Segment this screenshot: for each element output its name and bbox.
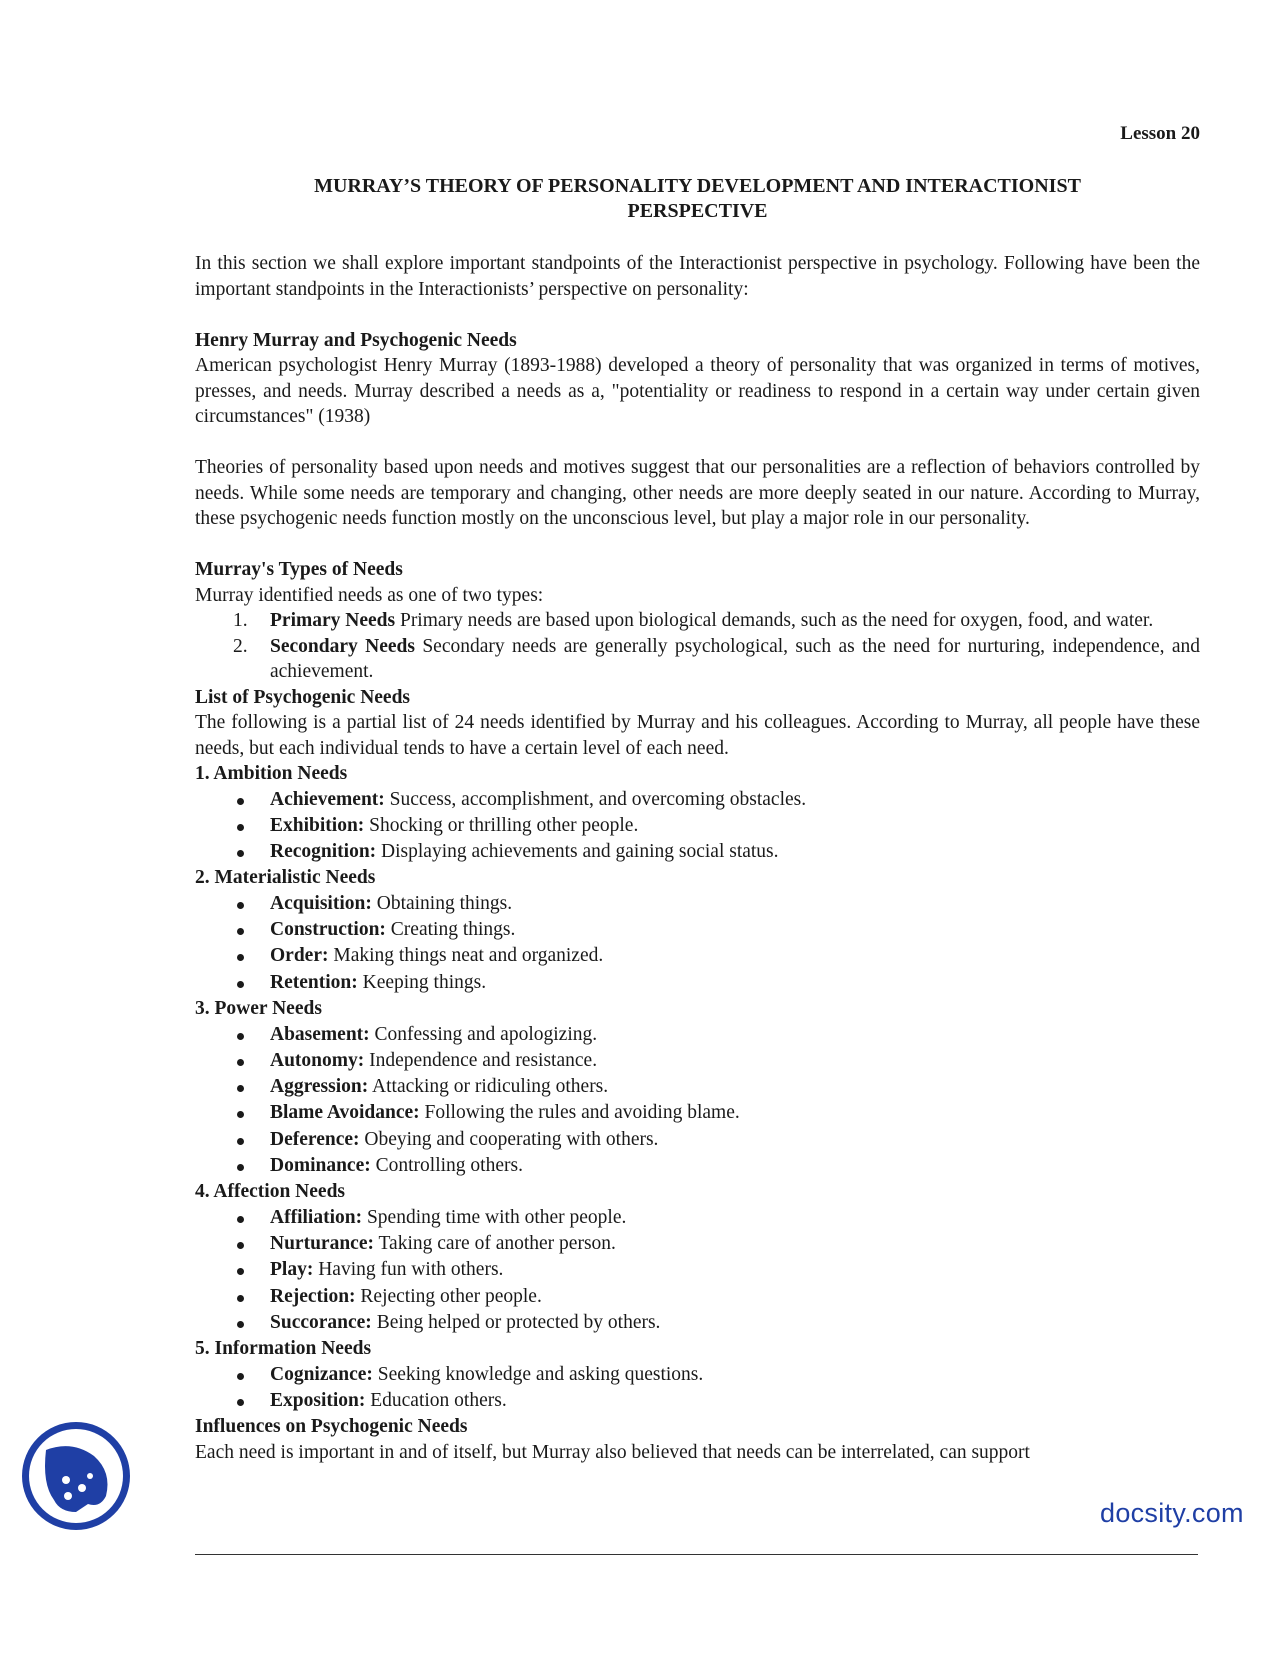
bullet-icon: [237, 1138, 244, 1145]
list-item: Acquisition: Obtaining things.: [195, 891, 1200, 917]
list-item: Construction: Creating things.: [195, 917, 1200, 943]
bullet-icon: [237, 1059, 244, 1066]
bullet-icon: [237, 1033, 244, 1040]
list-item: Aggression: Attacking or ridiculing others.: [195, 1074, 1200, 1100]
influences-paragraph: Each need is important in and of itself, but Murray also believed that needs can be interrelated, can support: [195, 1441, 1030, 1463]
group-heading: 5. Information Needs: [195, 1338, 372, 1360]
list-item: Nurturance: Taking care of another person.: [195, 1231, 1200, 1257]
docsity-brand-link[interactable]: docsity.com: [1100, 1498, 1244, 1528]
bullet-icon: [237, 1373, 244, 1380]
needs-list: [195, 1022, 1200, 1180]
group-heading: 3. Power Needs: [195, 998, 322, 1020]
list-item: Exposition: Education others.: [195, 1388, 1200, 1414]
bullet-icon: [237, 1321, 244, 1328]
paragraph-murray-1: American psychologist Henry Murray (1893-1988) developed a theory of personality that was organized in terms of motives, presses, and needs. Murray described a needs as a, "potentiality or readiness to respond in a certain way under certain given circumstances" (1938): [195, 355, 1200, 427]
lesson-label: Lesson 20: [1120, 123, 1200, 144]
types-intro: Murray identified needs as one of two types:: [195, 584, 544, 606]
bullet-icon: [237, 1295, 244, 1302]
bullet-icon: [237, 798, 244, 805]
bullet-icon: [237, 1111, 244, 1118]
bullet-icon: [237, 902, 244, 909]
title-line-2: PERSPECTIVE: [627, 200, 768, 222]
list-item: Autonomy: Independence and resistance.: [195, 1048, 1200, 1074]
list-item: Succorance: Being helped or protected by others.: [195, 1310, 1200, 1336]
bullet-icon: [237, 1164, 244, 1171]
footer-rule: [195, 1554, 1198, 1555]
list-item: Achievement: Success, accomplishment, and overcoming obstacles.: [195, 787, 1200, 813]
bullet-icon: [237, 981, 244, 988]
list-item: Play: Having fun with others.: [195, 1257, 1200, 1283]
bullet-icon: [237, 928, 244, 935]
document-body: [195, 251, 1200, 1465]
types-list: [195, 608, 1200, 685]
need-term: Secondary Needs: [270, 635, 415, 657]
bullet-icon: [237, 1399, 244, 1406]
list-intro: The following is a partial list of 24 needs identified by Murray and his colleagues. According to Murray, all people have these needs, but each individual tends to have a certain level of each need.: [195, 712, 1200, 759]
need-term: Primary Needs: [270, 610, 396, 631]
group-heading: 1. Ambition Needs: [195, 763, 348, 784]
section-heading-influences: Influences on Psychogenic Needs: [195, 1416, 468, 1438]
bullet-icon: [237, 1216, 244, 1223]
list-item: Exhibition: Shocking or thrilling other people.: [195, 813, 1200, 839]
section-heading-murray: Henry Murray and Psychogenic Needs: [195, 329, 517, 351]
list-item: Recognition: Displaying achievements and gaining social status.: [195, 839, 1200, 865]
bullet-icon: [237, 824, 244, 831]
needs-list: [195, 1362, 1200, 1415]
needs-list: [195, 787, 1200, 866]
list-item: Blame Avoidance: Following the rules and avoiding blame.: [195, 1100, 1200, 1126]
logo-mark-icon: [36, 1436, 116, 1516]
needs-list: [195, 891, 1200, 996]
bullet-icon: [237, 1085, 244, 1092]
list-item: Abasement: Confessing and apologizing.: [195, 1022, 1200, 1048]
section-heading-types: Murray's Types of Needs: [195, 559, 403, 580]
list-item: Dominance: Controlling others.: [195, 1153, 1200, 1179]
group-heading: 4. Affection Needs: [195, 1181, 346, 1203]
title-line-1: MURRAY’S THEORY OF PERSONALITY DEVELOPMENT AND INTERACTIONIST: [314, 175, 1081, 197]
list-item: 2. Secondary Needs Secondary needs are generally psychological, such as the need for nurturing, independence, and achievement.: [233, 635, 1201, 682]
needs-list: [195, 1205, 1200, 1336]
docsity-logo-icon[interactable]: [22, 1422, 130, 1530]
bullet-icon: [237, 850, 244, 857]
list-item: Affiliation: Spending time with other people.: [195, 1205, 1200, 1231]
bullet-icon: [237, 954, 244, 961]
intro-paragraph: In this section we shall explore important standpoints of the Interactionist perspective in psychology. Following have been the important standpoints in the Interactionists’ perspective on personality:: [195, 253, 1200, 300]
group-heading: 2. Materialistic Needs: [195, 867, 376, 889]
paragraph-murray-2: Theories of personality based upon needs and motives suggest that our personalities are a reflection of behaviors controlled by needs. While some needs are temporary and changing, other needs are more deeply seated in our nature. According to Murray, these psychogenic needs function mostly on the unconscious level, but play a major role in our personality.: [195, 457, 1200, 529]
list-item: 1. Primary Needs Primary needs are based upon biological demands, such as the need for oxygen, food, and water.: [233, 610, 1154, 631]
list-item: Deference: Obeying and cooperating with others.: [195, 1127, 1200, 1153]
section-heading-list: List of Psychogenic Needs: [195, 686, 411, 708]
list-item: Retention: Keeping things.: [195, 970, 1200, 996]
page-title: [195, 174, 1200, 224]
list-item: Rejection: Rejecting other people.: [195, 1284, 1200, 1310]
bullet-icon: [237, 1242, 244, 1249]
list-item: Order: Making things neat and organized.: [195, 943, 1200, 969]
list-item: Cognizance: Seeking knowledge and asking questions.: [195, 1362, 1200, 1388]
bullet-icon: [237, 1268, 244, 1275]
